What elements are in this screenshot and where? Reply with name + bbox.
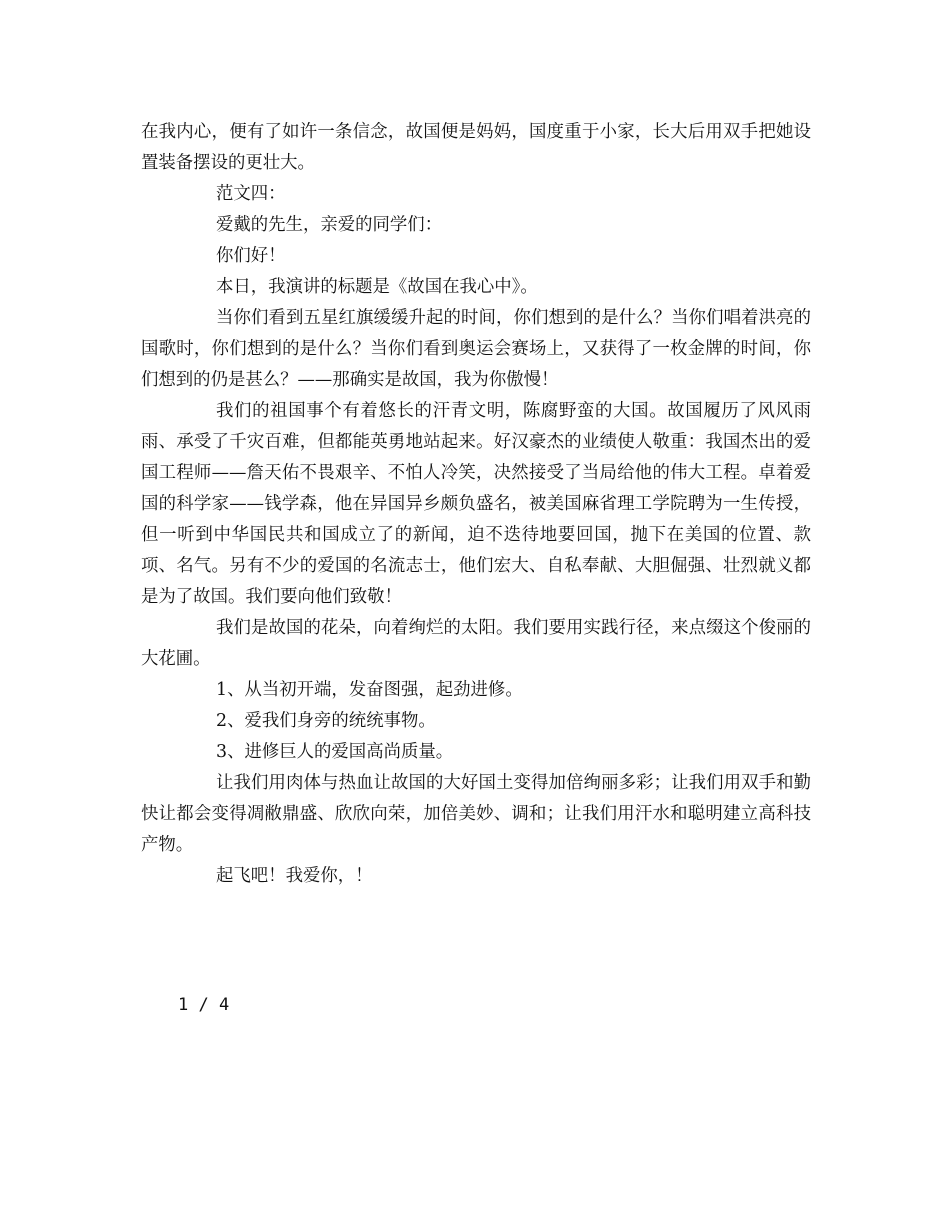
document-body: [141, 117, 811, 892]
paragraph-10: 起飞吧！我爱你，！: [216, 866, 373, 886]
list-item-3: 3、进修巨人的爱国高尚质量。: [216, 742, 454, 762]
list-item-1: 1、从当初开端，发奋图强，起劲进修。: [216, 680, 523, 700]
paragraph-8: 我们是故国的花朵，向着绚烂的太阳。我们要用实践行径，来点缀这个俊丽的大花圃。: [141, 618, 811, 669]
page-number: 1 / 4: [178, 995, 230, 1015]
list-item-2: 2、爱我们身旁的统统事物。: [216, 711, 436, 731]
paragraph-6: 当你们看到五星红旗缓缓升起的时间，你们想到的是什么？当你们唱着洪亮的国歌时，你们想到的是什么？当你们看到奥运会赛场上，又获得了一枚金牌的时间，你们想到的仍是甚么？——那确实是故国，我为你傲慢！: [141, 308, 811, 390]
paragraph-2: 范文四：: [216, 184, 286, 204]
paragraph-5: 本日，我演讲的标题是《故国在我心中》。: [216, 277, 538, 297]
paragraph-7: 我们的祖国事个有着悠长的汗青文明，陈腐野蛮的大国。故国履历了风风雨雨、承受了千灾百难，但都能英勇地站起来。好汉豪杰的业绩使人敬重：我国杰出的爱国工程师——詹天佑不畏艰辛、不怕人冷笑，决然接受了当局给他的伟大工程。卓着爱国的科学家——钱学森，他在异国异乡颇负盛名，被美国麻省理工学院聘为一生传授，但一听到中华国民共和国成立了的新闻，迫不迭待地要回国，抛下在美国的位置、款项、名气。另有不少的爱国的名流志士，他们宏大、自私奉献、大胆倔强、壮烈就义都是为了故国。我们要向他们致敬！: [141, 401, 811, 607]
paragraph-4: 你们好！: [216, 246, 286, 266]
paragraph-9: 让我们用肉体与热血让故国的大好国土变得加倍绚丽多彩；让我们用双手和勤快让都会变得凋敝鼎盛、欣欣向荣，加倍美妙、调和；让我们用汗水和聪明建立高科技产物。: [141, 773, 811, 855]
paragraph-1: 在我内心，便有了如许一条信念，故国便是妈妈，国度重于小家，长大后用双手把她设置装备摆设的更壮大。: [141, 122, 811, 173]
paragraph-3: 爱戴的先生，亲爱的同学们：: [216, 215, 443, 235]
